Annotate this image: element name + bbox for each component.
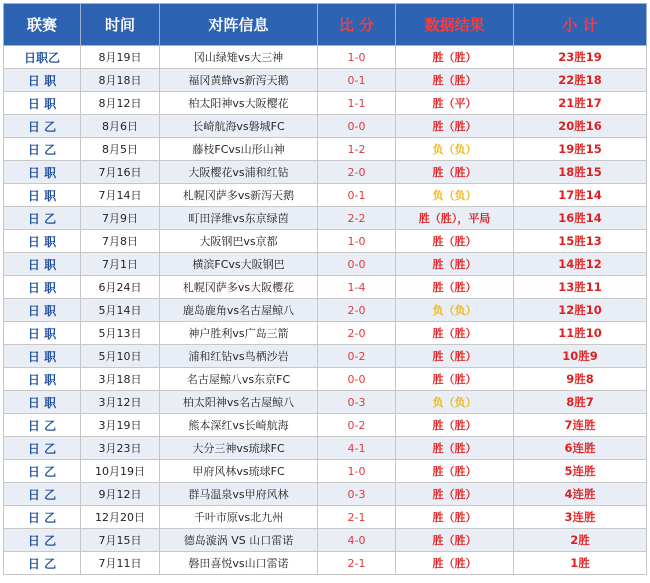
score-cell: 2-0 [318,322,396,345]
result-cell: 胜（胜） [396,161,514,184]
match-cell: 大分三神vs琉球FC [160,437,318,460]
score-cell: 0-3 [318,483,396,506]
summary-cell: 16胜14 [514,207,647,230]
summary-cell: 22胜18 [514,69,647,92]
league-cell: 日 乙 [4,115,81,138]
header-result: 数据结果 [396,4,514,46]
date-cell: 3月23日 [81,437,160,460]
table-row [4,322,647,345]
result-cell: 胜（胜） [396,230,514,253]
result-cell: 胜（胜） [396,368,514,391]
league-cell: 日 职 [4,322,81,345]
match-cell: 札幌冈萨多vs新泻天鹅 [160,184,318,207]
summary-cell: 21胜17 [514,92,647,115]
score-cell: 1-1 [318,92,396,115]
date-cell: 9月12日 [81,483,160,506]
date-cell: 3月12日 [81,391,160,414]
match-cell: 长崎航海vs磐城FC [160,115,318,138]
summary-cell: 23胜19 [514,46,647,69]
date-cell: 8月12日 [81,92,160,115]
result-cell: 胜（胜） [396,46,514,69]
league-cell: 日 职 [4,276,81,299]
league-cell: 日 职 [4,391,81,414]
score-cell: 4-1 [318,437,396,460]
table-row [4,46,647,69]
table-row [4,552,647,575]
summary-cell: 20胜16 [514,115,647,138]
league-cell: 日 职 [4,161,81,184]
table-row [4,161,647,184]
league-cell: 日 乙 [4,437,81,460]
date-cell: 7月15日 [81,529,160,552]
date-cell: 7月9日 [81,207,160,230]
table-row [4,460,647,483]
league-cell: 日 乙 [4,138,81,161]
score-cell: 1-0 [318,230,396,253]
date-cell: 8月5日 [81,138,160,161]
header-summary: 小 计 [514,4,647,46]
summary-cell: 6连胜 [514,437,647,460]
score-cell: 2-2 [318,207,396,230]
score-cell: 0-3 [318,391,396,414]
table-row [4,276,647,299]
score-cell: 0-2 [318,414,396,437]
result-cell: 胜（胜） [396,345,514,368]
date-cell: 8月19日 [81,46,160,69]
summary-cell: 7连胜 [514,414,647,437]
score-cell: 0-1 [318,69,396,92]
date-cell: 6月24日 [81,276,160,299]
result-cell: 胜（胜） [396,322,514,345]
match-cell: 群马温泉vs甲府风林 [160,483,318,506]
summary-cell: 3连胜 [514,506,647,529]
score-cell: 0-0 [318,115,396,138]
table-row [4,368,647,391]
summary-cell: 5连胜 [514,460,647,483]
table-row [4,529,647,552]
score-cell: 1-4 [318,276,396,299]
summary-cell: 14胜12 [514,253,647,276]
league-cell: 日 职 [4,368,81,391]
table-row [4,345,647,368]
league-cell: 日 职 [4,253,81,276]
header-match: 对阵信息 [160,4,318,46]
table-row [4,184,647,207]
date-cell: 7月11日 [81,552,160,575]
match-cell: 町田泽维vs东京绿茵 [160,207,318,230]
result-cell: 负（负） [396,138,514,161]
date-cell: 5月14日 [81,299,160,322]
league-cell: 日 职 [4,230,81,253]
match-cell: 磐田喜悦vs山口雷诺 [160,552,318,575]
match-cell: 名古屋鲸八vs东京FC [160,368,318,391]
match-cell: 柏太阳神vs名古屋鲸八 [160,391,318,414]
result-cell: 胜（平） [396,92,514,115]
result-cell: 负（负） [396,184,514,207]
table-header-row [4,4,647,46]
table-row [4,414,647,437]
summary-cell: 19胜15 [514,138,647,161]
league-cell: 日 乙 [4,506,81,529]
summary-cell: 8胜7 [514,391,647,414]
score-cell: 2-1 [318,506,396,529]
match-cell: 熊本深红vs长崎航海 [160,414,318,437]
result-cell: 胜（胜），平局 [396,207,514,230]
summary-cell: 13胜11 [514,276,647,299]
summary-cell: 11胜10 [514,322,647,345]
summary-cell: 12胜10 [514,299,647,322]
match-cell: 横滨FCvs大阪钢巴 [160,253,318,276]
date-cell: 10月19日 [81,460,160,483]
match-cell: 札幌冈萨多vs大阪樱花 [160,276,318,299]
league-cell: 日 乙 [4,483,81,506]
table-row [4,69,647,92]
date-cell: 5月13日 [81,322,160,345]
result-cell: 胜（胜） [396,552,514,575]
date-cell: 8月18日 [81,69,160,92]
table-body [4,46,647,575]
league-cell: 日职乙 [4,46,81,69]
header-league: 联赛 [4,4,81,46]
table-row [4,391,647,414]
score-cell: 4-0 [318,529,396,552]
score-cell: 2-0 [318,299,396,322]
match-cell: 福冈黄蜂vs新泻天鹅 [160,69,318,92]
summary-cell: 2胜 [514,529,647,552]
score-cell: 2-1 [318,552,396,575]
score-cell: 0-2 [318,345,396,368]
result-cell: 胜（胜） [396,529,514,552]
table-row [4,230,647,253]
date-cell: 7月1日 [81,253,160,276]
date-cell: 5月10日 [81,345,160,368]
score-cell: 0-0 [318,368,396,391]
result-cell: 胜（胜） [396,253,514,276]
table-row [4,483,647,506]
results-table [3,3,647,575]
summary-cell: 9胜8 [514,368,647,391]
league-cell: 日 职 [4,69,81,92]
summary-cell: 1胜 [514,552,647,575]
header-time: 时间 [81,4,160,46]
table-row [4,138,647,161]
match-cell: 德岛漩涡 VS 山口雷诺 [160,529,318,552]
league-cell: 日 职 [4,345,81,368]
table-row [4,115,647,138]
score-cell: 2-0 [318,161,396,184]
date-cell: 3月18日 [81,368,160,391]
result-cell: 负（负） [396,391,514,414]
date-cell: 12月20日 [81,506,160,529]
league-cell: 日 乙 [4,529,81,552]
match-cell: 藤枝FCvs山形山神 [160,138,318,161]
summary-cell: 10胜9 [514,345,647,368]
match-cell: 大阪樱花vs浦和红钻 [160,161,318,184]
result-cell: 胜（胜） [396,69,514,92]
league-cell: 日 职 [4,184,81,207]
summary-cell: 4连胜 [514,483,647,506]
score-cell: 1-2 [318,138,396,161]
result-cell: 胜（胜） [396,276,514,299]
header-score: 比 分 [318,4,396,46]
score-cell: 0-0 [318,253,396,276]
date-cell: 7月16日 [81,161,160,184]
date-cell: 7月14日 [81,184,160,207]
match-cell: 千叶市原vs北九州 [160,506,318,529]
date-cell: 8月6日 [81,115,160,138]
match-cell: 甲府风林vs琉球FC [160,460,318,483]
match-cell: 神户胜利vs广岛三箭 [160,322,318,345]
result-cell: 负（负） [396,299,514,322]
table-row [4,253,647,276]
league-cell: 日 乙 [4,460,81,483]
table-row [4,207,647,230]
league-cell: 日 乙 [4,414,81,437]
result-cell: 胜（胜） [396,506,514,529]
league-cell: 日 职 [4,299,81,322]
result-cell: 胜（胜） [396,460,514,483]
league-cell: 日 乙 [4,207,81,230]
score-cell: 0-1 [318,184,396,207]
summary-cell: 17胜14 [514,184,647,207]
match-cell: 鹿岛鹿角vs名古屋鲸八 [160,299,318,322]
summary-cell: 18胜15 [514,161,647,184]
table-row [4,92,647,115]
match-cell: 柏太阳神vs大阪樱花 [160,92,318,115]
summary-cell: 15胜13 [514,230,647,253]
league-cell: 日 乙 [4,552,81,575]
score-cell: 1-0 [318,460,396,483]
score-cell: 1-0 [318,46,396,69]
league-cell: 日 职 [4,92,81,115]
result-cell: 胜（胜） [396,115,514,138]
match-cell: 浦和红钻vs鸟栖沙岩 [160,345,318,368]
date-cell: 3月19日 [81,414,160,437]
result-cell: 胜（胜） [396,483,514,506]
match-cell: 大阪钢巴vs京都 [160,230,318,253]
table-row [4,506,647,529]
table-row [4,299,647,322]
table-row [4,437,647,460]
match-cell: 冈山绿雉vs大三神 [160,46,318,69]
date-cell: 7月8日 [81,230,160,253]
result-cell: 胜（胜） [396,437,514,460]
result-cell: 胜（胜） [396,414,514,437]
